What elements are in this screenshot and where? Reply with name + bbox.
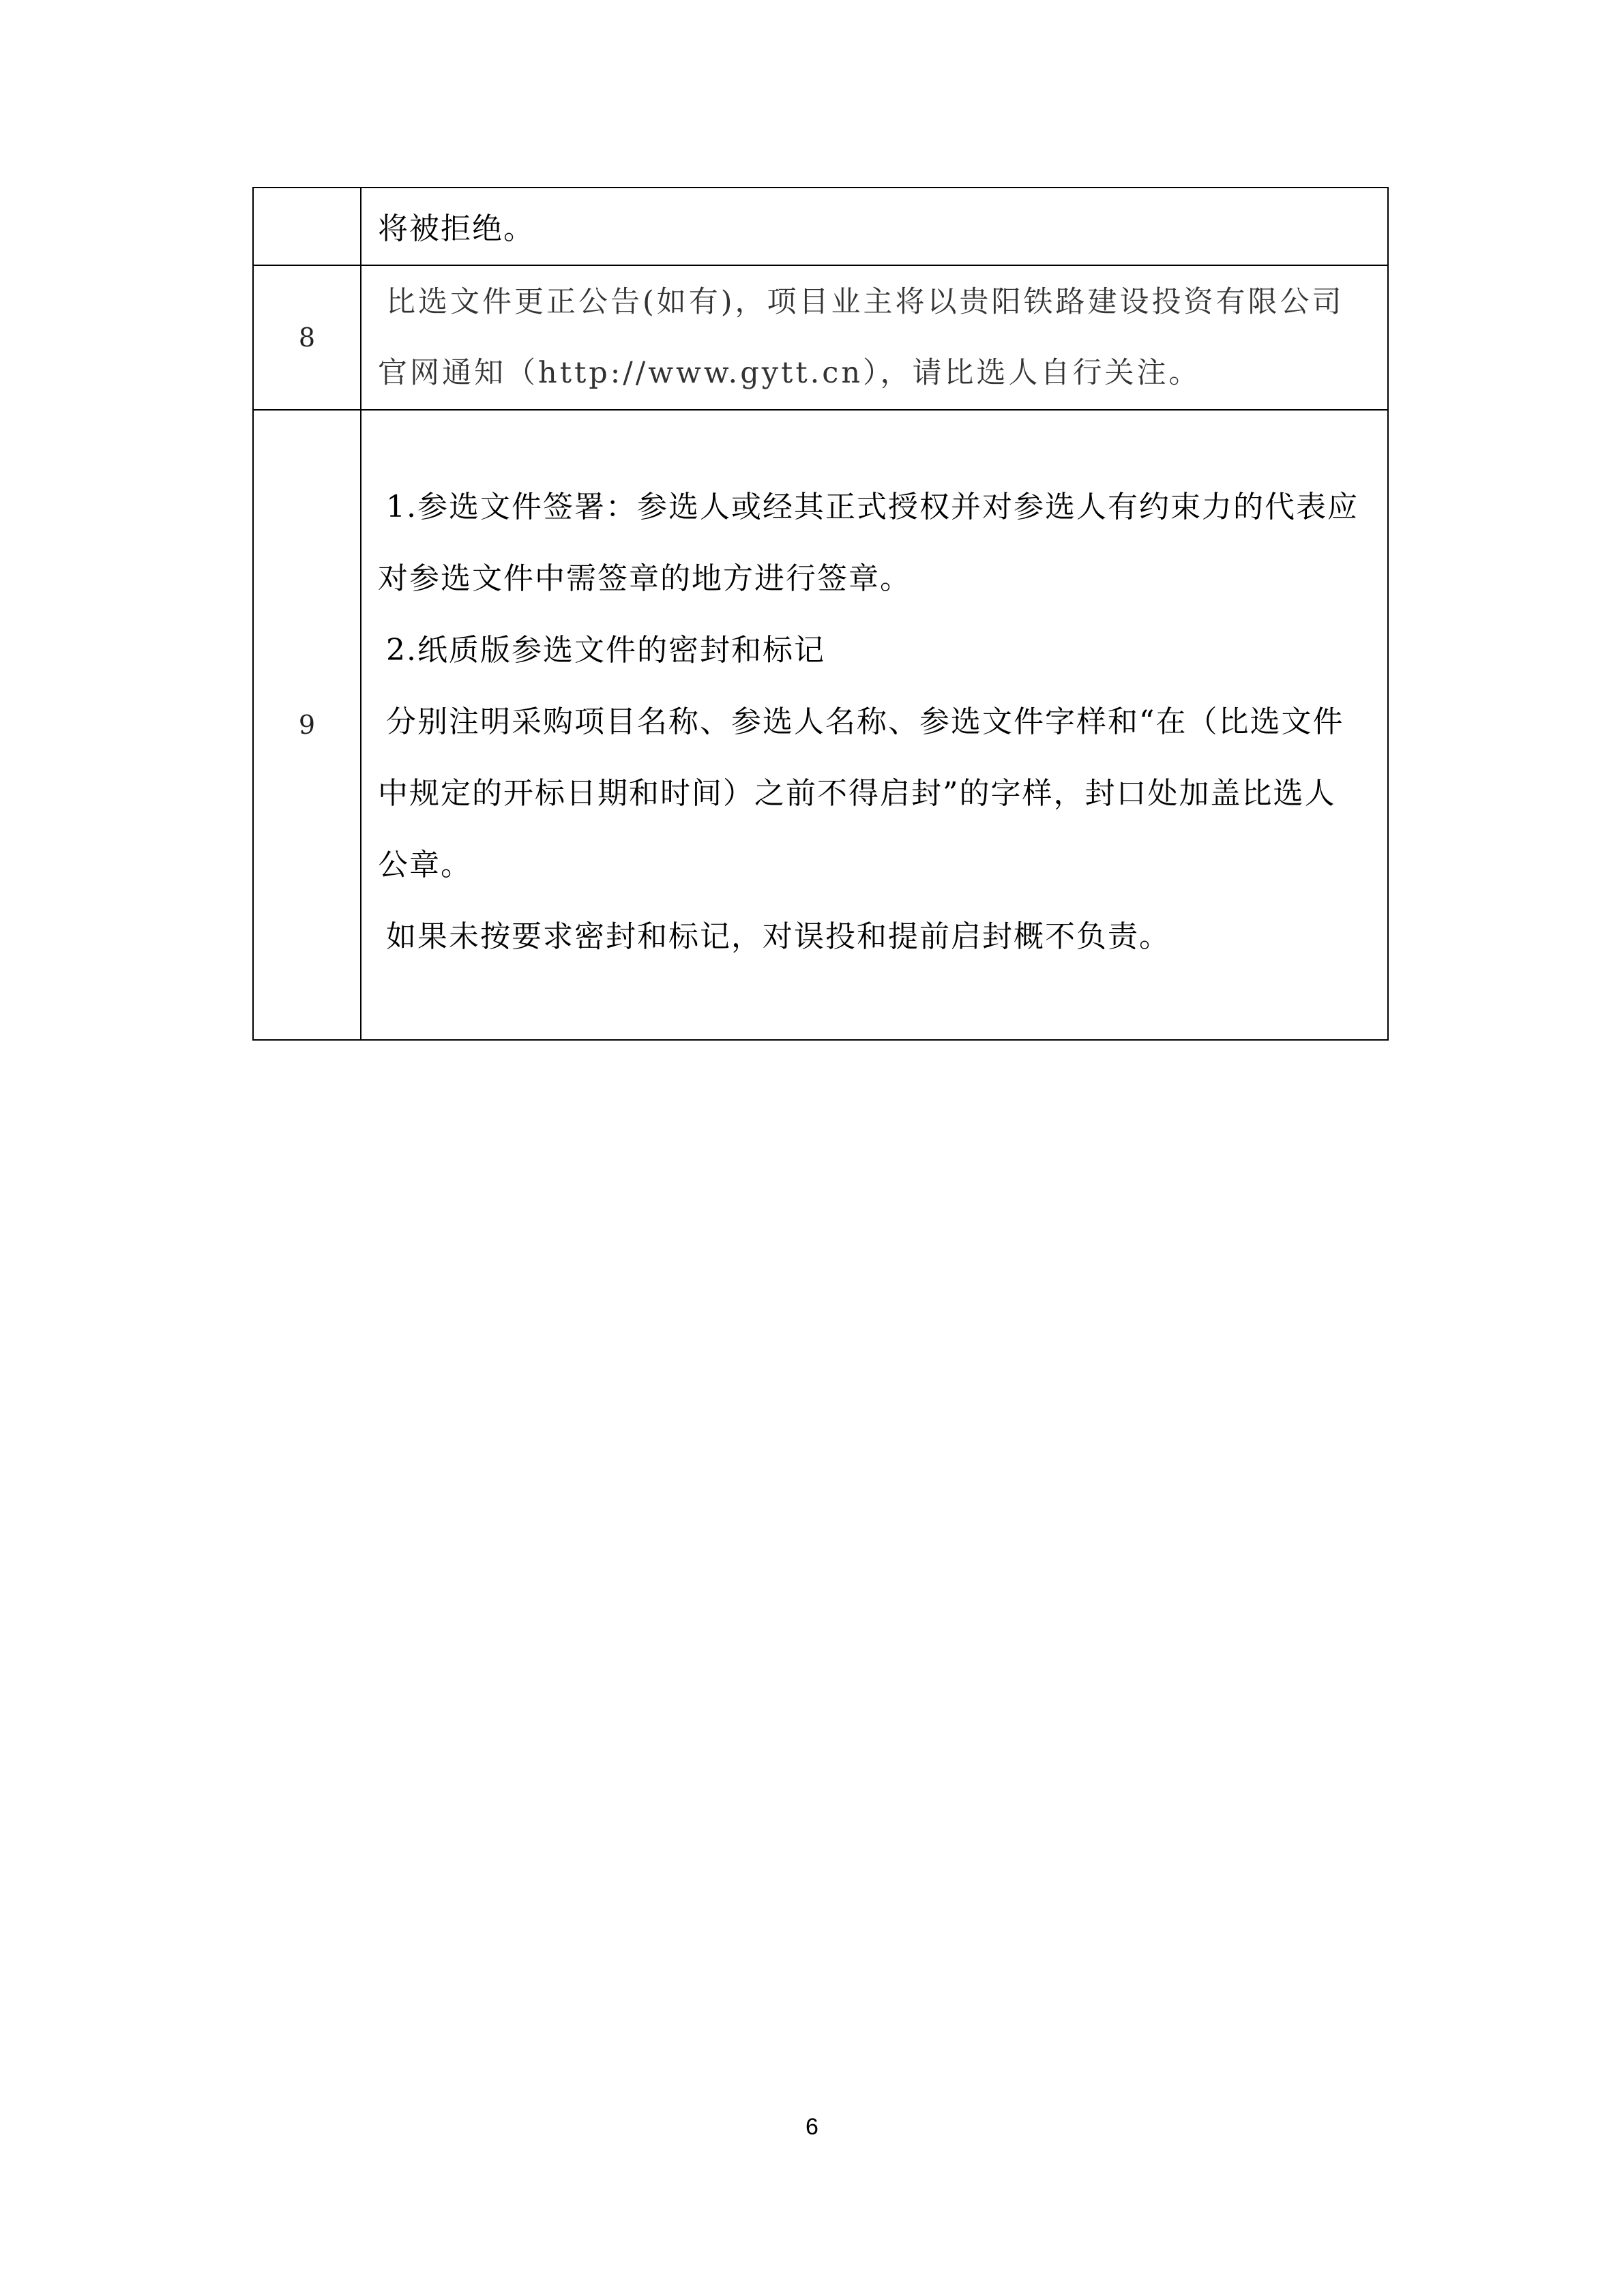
row-content-cell	[361, 410, 1388, 1040]
content-line: 将被拒绝。	[378, 211, 535, 246]
content-line: 分别注明采购项目名称、参选人名称、参选文件字样和“在（比选文件	[386, 704, 1344, 739]
content-line: 对参选文件中需签章的地方进行签章。	[378, 561, 911, 596]
content-line: 1.参选文件签署：参选人或经其正式授权并对参选人有约束力的代表应	[386, 489, 1359, 524]
content-line: 比选文件更正公告(如有)，项目业主将以贵阳铁路建设投资有限公司	[386, 285, 1344, 319]
row-content-cell	[361, 265, 1388, 410]
content-line: 如果未按要求密封和标记，对误投和提前启封概不负责。	[386, 919, 1170, 954]
row-number-cell: 9	[253, 410, 361, 1040]
row-number-cell	[253, 188, 361, 265]
content-line: 中规定的开标日期和时间）之前不得启封”的字样，封口处加盖比选人	[378, 775, 1336, 811]
requirements-table	[252, 187, 1389, 1041]
row-number-cell: 8	[253, 265, 361, 410]
row-content-cell	[361, 188, 1388, 265]
page-number: 6	[806, 2114, 818, 2140]
table-row	[253, 410, 1388, 1040]
content-line: 公章。	[378, 847, 472, 882]
table-row	[253, 265, 1388, 410]
content-line: 2.纸质版参选文件的密封和标记	[386, 632, 825, 668]
content-line: 官网通知（http://www.gytt.cn），请比选人自行关注。	[378, 356, 1201, 390]
table-row	[253, 188, 1388, 265]
